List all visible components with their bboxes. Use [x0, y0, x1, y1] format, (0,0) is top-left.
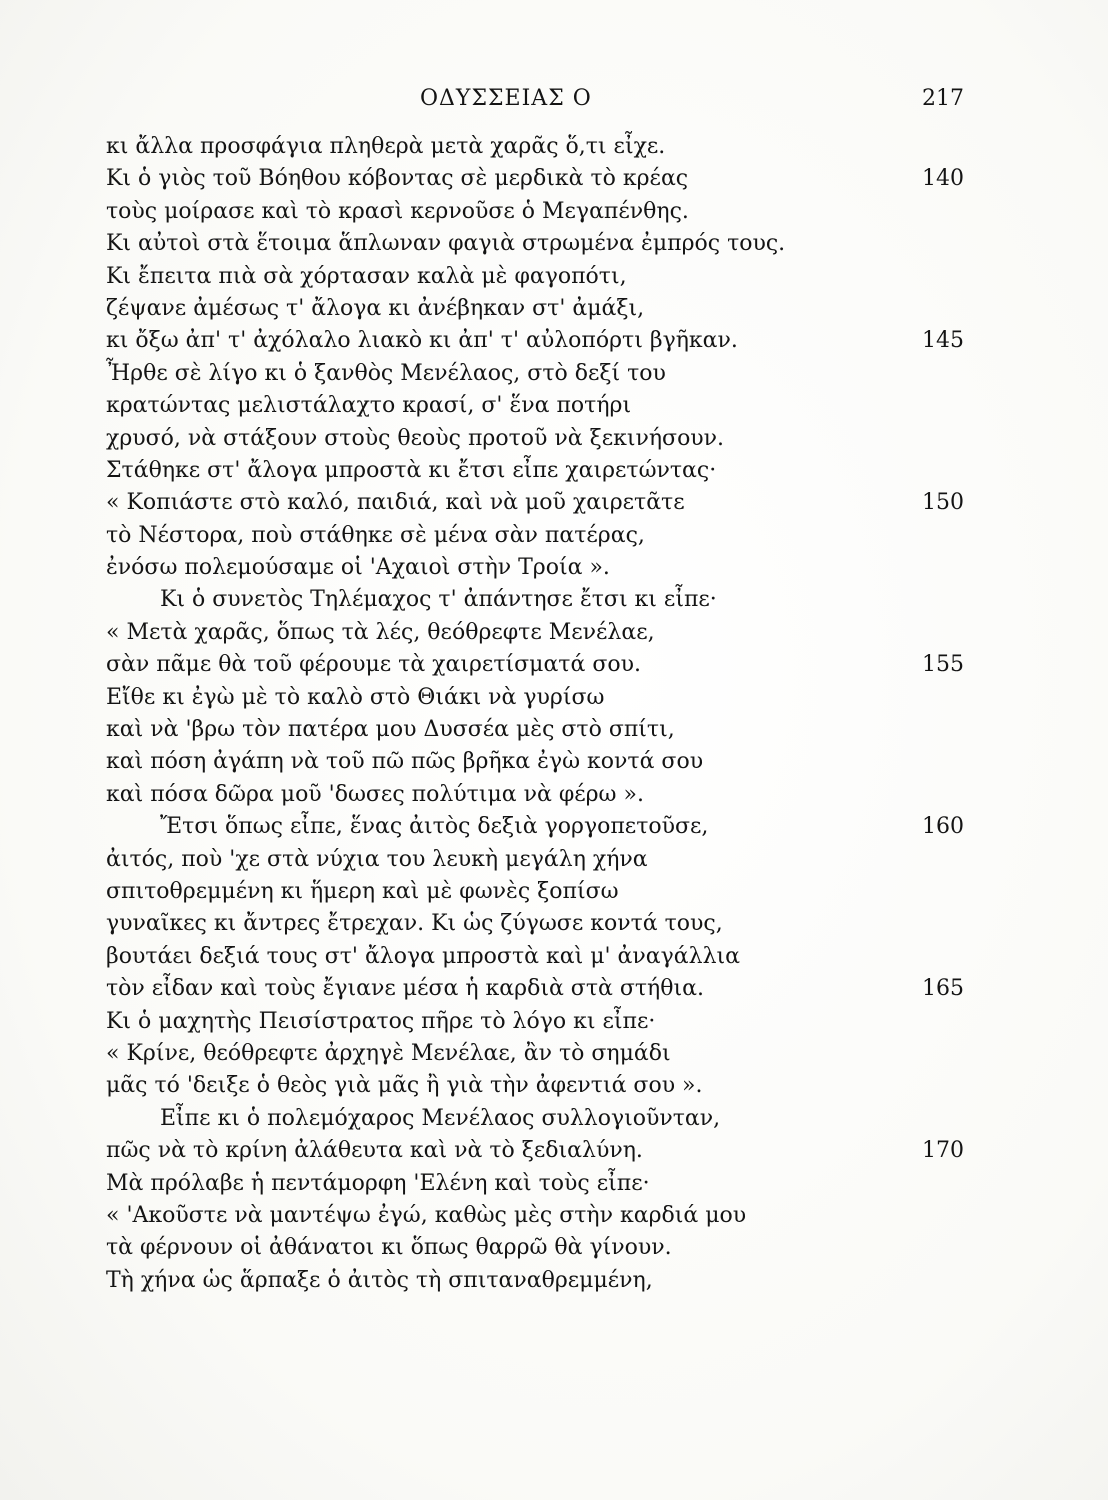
verse-line — [0, 552, 1108, 584]
verse-text: Κι ὁ μαχητὴς Πεισίστρατος πῆρε τὸ λόγο κι εἶπε· — [106, 1008, 656, 1034]
verse-line — [0, 163, 1108, 195]
verse-line — [0, 1038, 1108, 1070]
verse-text: Ἦρθε σὲ λίγο κι ὁ ξανθὸς Μενέλαος, στὸ δεξί του — [106, 360, 666, 386]
verse-line — [0, 649, 1108, 681]
verse-line — [0, 714, 1108, 746]
verse-text: ζέψανε ἀμέσως τ' ἄλογα κι ἀνέβηκαν στ' ἀμάξι, — [106, 295, 645, 321]
verse-text: καὶ πόση ἀγάπη νὰ τοῦ πῶ πῶς βρῆκα ἐγὼ κοντά σου — [106, 749, 704, 775]
verse-text: πῶς νὰ τὸ κρίνη ἀλάθευτα καὶ νὰ τὸ ξεδιαλύνη. — [106, 1138, 643, 1164]
verse-line — [0, 973, 1108, 1005]
line-number: 160 — [922, 814, 964, 840]
verse-text: μᾶς τό 'δειξε ὁ θεὸς γιὰ μᾶς ἢ γιὰ τὴν ἀφεντιά σου ». — [106, 1073, 703, 1099]
verse-text: κρατώντας μελιστάλαχτο κρασί, σ' ἕνα ποτήρι — [106, 393, 632, 419]
verse-text: καὶ νὰ 'βρω τὸν πατέρα μου Δυσσέα μὲς στὸ σπίτι, — [106, 717, 675, 743]
verse-text: σὰν πᾶμε θὰ τοῦ φέρουμε τὰ χαιρετίσματά σου. — [106, 652, 641, 678]
verse-text: γυναῖκες κι ἄντρες ἔτρεχαν. Κι ὡς ζύγωσε κοντά τους, — [106, 911, 723, 937]
verse-line — [0, 1265, 1108, 1297]
verse-line — [0, 908, 1108, 940]
verse-line — [0, 131, 1108, 163]
verse-text: κι ὄξω ἀπ' τ' ἀχόλαλο λιακὸ κι ἀπ' τ' αὐλοπόρτι βγῆκαν. — [106, 328, 738, 354]
page-header — [0, 86, 1108, 126]
verse-line — [0, 941, 1108, 973]
verse-text: Κι ὁ συνετὸς Τηλέμαχος τ' ἀπάντησε ἔτσι κι εἶπε· — [160, 587, 717, 613]
verse-text: Κι αὐτοὶ στὰ ἕτοιμα ἅπλωναν φαγιὰ στρωμένα ἐμπρός τους. — [106, 231, 786, 257]
verse-line — [0, 1232, 1108, 1264]
verse-line — [0, 617, 1108, 649]
verse-text: τὸ Νέστορα, ποὺ στάθηκε σὲ μένα σὰν πατέρας, — [106, 522, 645, 548]
verse-text: Ἔτσι ὅπως εἶπε, ἕνας ἀιτὸς δεξιὰ γοργοπετοῦσε, — [160, 814, 709, 840]
verse-line — [0, 1135, 1108, 1167]
verse-text: χρυσό, νὰ στάξουν στοὺς θεοὺς προτοῦ νὰ ξεκινήσουν. — [106, 425, 725, 451]
verse-line — [0, 520, 1108, 552]
verse-text: Τὴ χήνα ὡς ἅρπαξε ὁ ἀιτὸς τὴ σπιταναθρεμμένη, — [106, 1267, 653, 1293]
running-title: ΟΔΥΣΣΕΙΑΣ Ο — [420, 86, 592, 111]
verse-list — [0, 131, 1108, 1297]
verse-line — [0, 746, 1108, 778]
verse-text: « Κοπιάστε στὸ καλό, παιδιά, καὶ νὰ μοῦ χαιρετᾶτε — [106, 490, 685, 516]
verse-text: καὶ πόσα δῶρα μοῦ 'δωσες πολύτιμα νὰ φέρω ». — [106, 781, 644, 807]
verse-text: κι ἄλλα προσφάγια πληθερὰ μετὰ χαρᾶς ὅ,τι εἶχε. — [106, 134, 666, 159]
verse-line — [0, 1070, 1108, 1102]
verse-line — [0, 325, 1108, 357]
verse-line — [0, 1006, 1108, 1038]
verse-line — [0, 584, 1108, 616]
verse-text: τὸν εἶδαν καὶ τοὺς ἔγιανε μέσα ἡ καρδιὰ στὰ στήθια. — [106, 976, 704, 1002]
line-number: 145 — [922, 328, 964, 354]
verse-line — [0, 1103, 1108, 1135]
verse-text: Κι ὁ γιὸς τοῦ Βόηθου κόβοντας σὲ μερδικὰ τὸ κρέας — [106, 166, 689, 192]
verse-line — [0, 844, 1108, 876]
verse-text: ἀιτός, ποὺ 'χε στὰ νύχια του λευκὴ μεγάλη χήνα — [106, 846, 648, 872]
verse-text: « 'Ακοῦστε νὰ μαντέψω ἐγώ, καθὼς μὲς στὴν καρδιά μου — [106, 1202, 747, 1228]
verse-line — [0, 358, 1108, 390]
verse-line — [0, 876, 1108, 908]
verse-text: σπιτοθρεμμένη κι ἥμερη καὶ μὲ φωνὲς ξοπίσω — [106, 878, 619, 904]
line-number: 165 — [922, 976, 964, 1002]
verse-text: τὰ φέρνουν οἱ ἀθάνατοι κι ὅπως θαρρῶ θὰ γίνουν. — [106, 1235, 672, 1261]
verse-line — [0, 390, 1108, 422]
page-number: 217 — [922, 86, 964, 111]
line-number: 155 — [922, 652, 964, 678]
verse-line — [0, 455, 1108, 487]
verse-line — [0, 779, 1108, 811]
verse-line — [0, 1168, 1108, 1200]
verse-line — [0, 487, 1108, 519]
verse-text: « Κρίνε, θεόθρεφτε ἀρχηγὲ Μενέλαε, ἂν τὸ σημάδι — [106, 1040, 671, 1066]
line-number: 140 — [922, 166, 964, 192]
verse-line — [0, 423, 1108, 455]
verse-text: τοὺς μοίρασε καὶ τὸ κρασὶ κερνοῦσε ὁ Μεγαπένθης. — [106, 198, 689, 224]
verse-line — [0, 1200, 1108, 1232]
verse-text: Μὰ πρόλαβε ἡ πεντάμορφη 'Ελένη καὶ τοὺς εἶπε· — [106, 1170, 650, 1196]
line-number: 150 — [922, 490, 964, 516]
verse-line — [0, 682, 1108, 714]
verse-text: ἐνόσω πολεμούσαμε οἱ 'Αχαιοὶ στὴν Τροία ». — [106, 555, 610, 581]
verse-text: Κι ἔπειτα πιὰ σὰ χόρτασαν καλὰ μὲ φαγοπότι, — [106, 263, 627, 289]
verse-text: βουτάει δεξιά τους στ' ἄλογα μπροστὰ καὶ μ' ἀναγάλλια — [106, 943, 740, 969]
verse-line — [0, 261, 1108, 293]
verse-line — [0, 293, 1108, 325]
verse-text: « Μετὰ χαρᾶς, ὅπως τὰ λές, θεόθρεφτε Μενέλαε, — [106, 619, 655, 645]
verse-text: Εἶπε κι ὁ πολεμόχαρος Μενέλαος συλλογιοῦνταν, — [160, 1105, 721, 1131]
verse-text: Στάθηκε στ' ἄλογα μπροστὰ κι ἔτσι εἶπε χαιρετώντας· — [106, 457, 717, 483]
verse-line — [0, 228, 1108, 260]
verse-line — [0, 196, 1108, 228]
verse-text: Εἴθε κι ἐγὼ μὲ τὸ καλὸ στὸ Θιάκι νὰ γυρίσω — [106, 684, 605, 710]
verse-line — [0, 811, 1108, 843]
line-number: 170 — [922, 1138, 964, 1164]
